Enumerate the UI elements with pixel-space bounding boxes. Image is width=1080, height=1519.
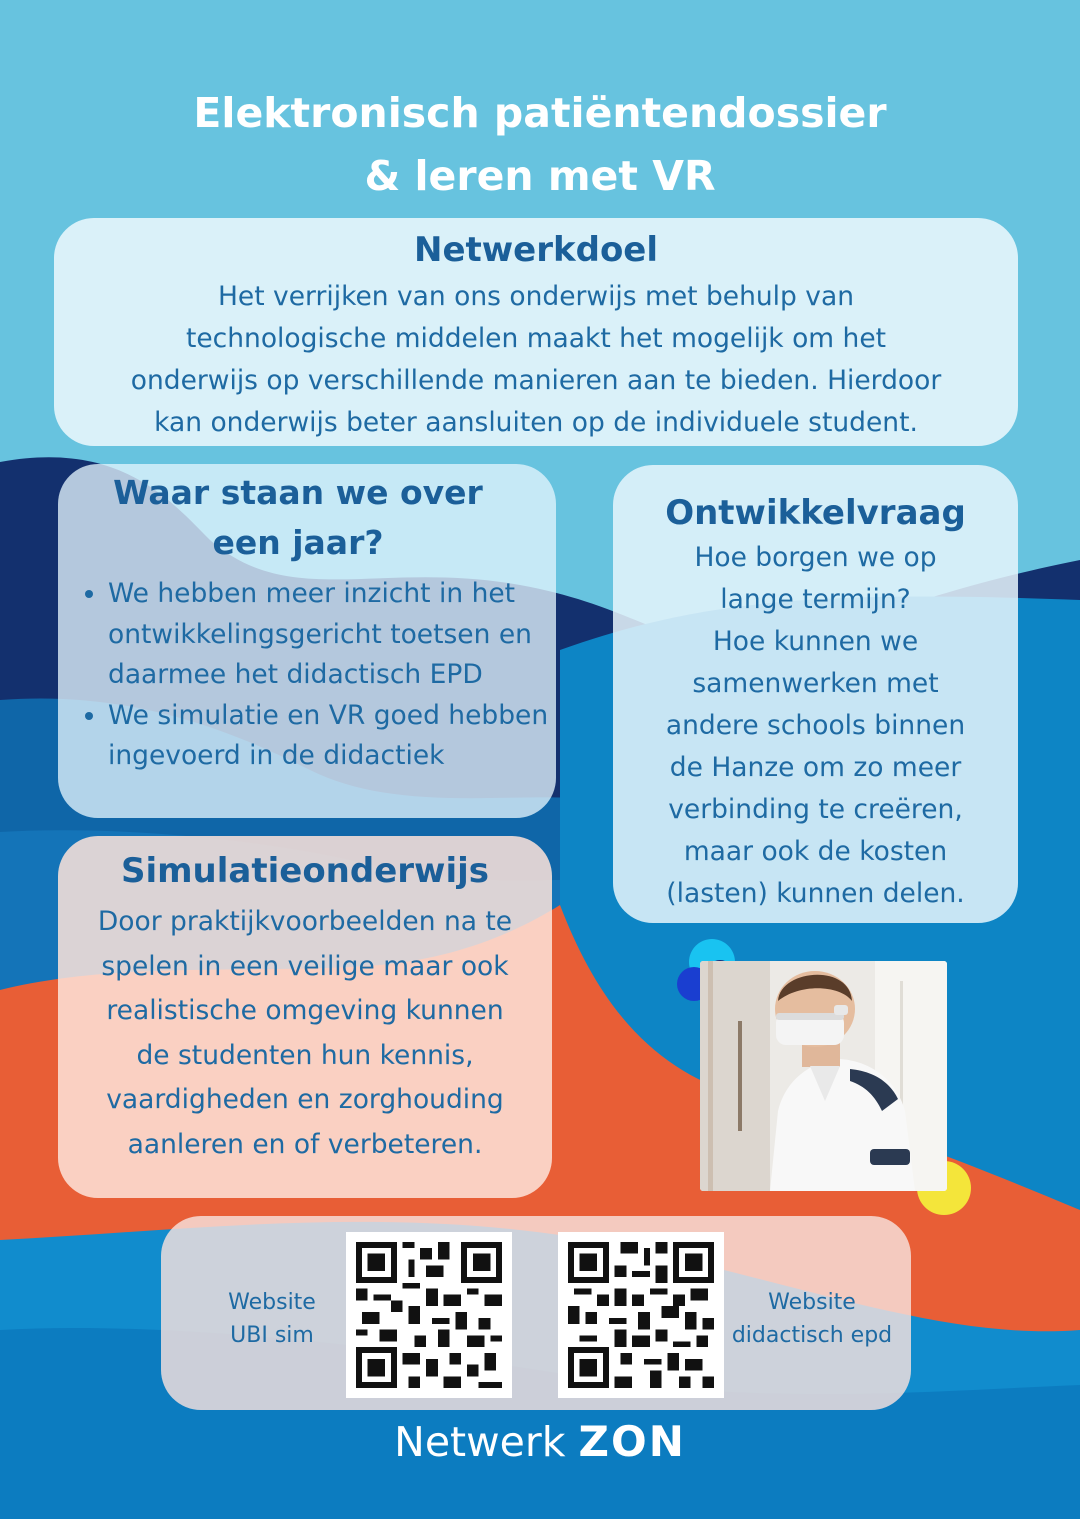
question-line: andere schools binnen: [665, 710, 966, 741]
footer-zon-brand: ZON: [578, 1417, 686, 1466]
question-line: (lasten) kunnen delen.: [666, 878, 965, 909]
development-question-heading: Ontwikkelvraag: [665, 493, 966, 533]
outlook-bullet-item: • We hebben meer inzicht in het ontwikkelingsgericht toetsen en daarmee het didactisch EPD: [108, 574, 556, 696]
question-line: maar ook de kosten: [683, 836, 948, 867]
development-question-text: [613, 537, 1018, 915]
question-line: Hoe kunnen we: [712, 626, 919, 657]
title-line-2: & leren met VR: [364, 152, 716, 200]
outlook-heading-line-1: Waar staan we over: [113, 473, 483, 512]
simulation-line: realistische omgeving kunnen: [106, 995, 504, 1026]
title-line-1: Elektronisch patiëntendossier: [193, 89, 887, 137]
ubi-sim-link-line-1: Website: [228, 1290, 316, 1315]
development-question-card: [613, 465, 1018, 923]
goal-line-2: technologische middelen maakt het mogelijk om het: [185, 323, 887, 354]
question-line: Hoe borgen we op: [694, 542, 937, 573]
simulation-line: vaardigheden en zorghouding: [106, 1084, 504, 1115]
simulation-line: Door praktijkvoorbeelden na te: [97, 906, 513, 937]
outlook-heading-line-2: een jaar?: [212, 523, 384, 562]
goal-line-1: Het verrijken van ons onderwijs met behulp van: [217, 281, 854, 312]
simulation-education-heading: Simulatieonderwijs: [120, 851, 490, 891]
netwerk-zon-logo: [0, 1416, 1080, 1468]
network-goal-text: [54, 276, 1018, 444]
simulation-line: aanleren en of verbeteren.: [127, 1128, 483, 1160]
epd-link-line-2: didactisch epd: [731, 1323, 893, 1348]
simulation-line: spelen in een veilige maar ook: [101, 950, 509, 982]
one-year-outlook-card: [58, 464, 556, 818]
goal-line-4: kan onderwijs beter aansluiten op de individuele student.: [154, 407, 918, 438]
qr-code-icon[interactable]: [346, 1232, 512, 1398]
qr-code-icon[interactable]: [558, 1232, 724, 1398]
qr-code-icon: [568, 1242, 714, 1388]
ubi-sim-link-line-2: UBI sim: [230, 1323, 314, 1348]
question-line: verbinding te creëren,: [668, 794, 963, 825]
simulation-education-card: [58, 836, 552, 1198]
question-line: de Hanze om zo meer: [669, 752, 962, 783]
poster-title: [0, 82, 1080, 208]
network-goal-card: [54, 218, 1018, 446]
network-goal-heading: Netwerkdoel: [413, 230, 659, 270]
goal-line-3: onderwijs op verschillende manieren aan te bieden. Hierdoor: [130, 365, 942, 396]
outlook-bullet-item: • We simulatie en VR goed hebben ingevoerd in de didactiek: [108, 696, 556, 777]
qr-code-icon: [356, 1242, 502, 1388]
vr-headset-photo: [700, 961, 947, 1191]
simulation-education-text: [58, 900, 552, 1167]
simulation-line: de studenten hun kennis,: [136, 1039, 474, 1071]
one-year-outlook-heading: [58, 468, 538, 568]
epd-link-line-1: Website: [768, 1290, 856, 1315]
didactisch-epd-website-link[interactable]: [727, 1286, 897, 1352]
question-line: samenwerken met: [692, 668, 939, 699]
footer-netwerk-text: Netwerk: [394, 1418, 566, 1466]
question-line: lange termijn?: [720, 584, 911, 615]
outlook-bullet-list: [58, 574, 556, 777]
ubi-sim-website-link[interactable]: [187, 1286, 357, 1352]
website-links-card: [161, 1216, 911, 1410]
